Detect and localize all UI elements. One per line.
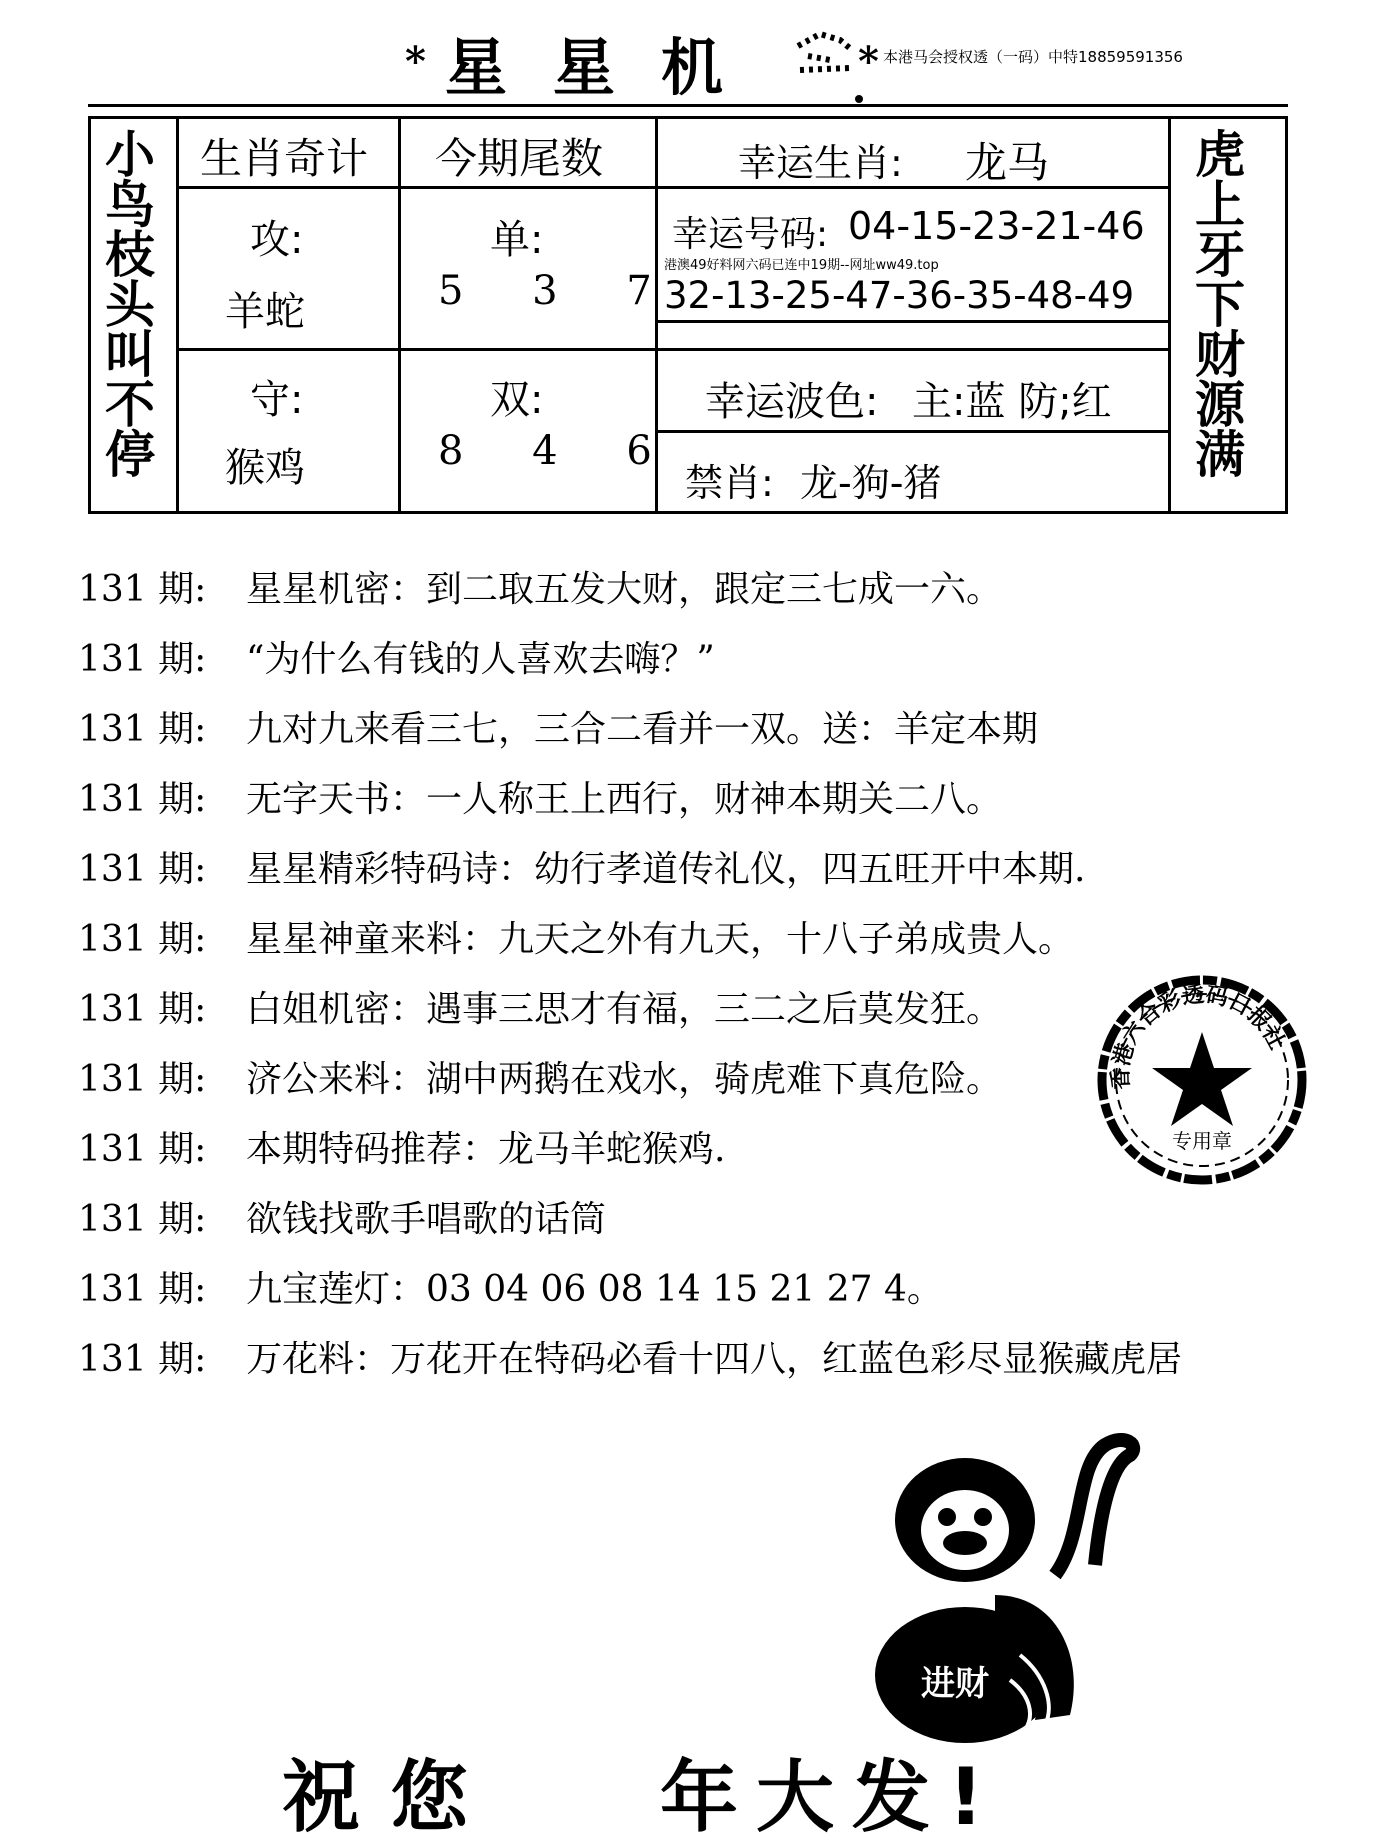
- left-slogan: 小鸟枝头叫不停: [105, 126, 155, 484]
- banned-zodiac-label: 禁肖:: [685, 461, 774, 505]
- header-notice: 本港马会授权透（一码）中特18859591356: [883, 48, 1183, 66]
- table-divider: [655, 320, 1168, 323]
- lucky-numbers-label: 幸运号码:: [672, 214, 829, 255]
- defend-label: 守:: [250, 377, 304, 423]
- attack-label: 攻:: [250, 217, 304, 263]
- lucky-color-label: 幸运波色:: [705, 379, 879, 425]
- list-item: 131 期: 九宝莲灯：03 04 06 08 14 15 21 27 4。: [78, 1269, 943, 1310]
- odd-digits: 5 3 7: [438, 268, 680, 314]
- monkey-mascot-icon: [855, 1425, 1145, 1745]
- mascot-bag-text: 进财: [921, 1664, 989, 1704]
- lucky-zodiac-value: 龙马: [965, 138, 1050, 187]
- lucky-numbers-row2: 32-13-25-47-36-35-48-49: [664, 274, 1135, 317]
- attack-value: 羊蛇: [225, 289, 305, 335]
- list-item: 131 期: 欲钱找歌手唱歌的话筒: [78, 1199, 607, 1240]
- stamp-ring-text: 香港六合彩透码日报社: [1108, 982, 1290, 1090]
- right-slogan: 虎上牙下财源满: [1195, 126, 1245, 484]
- list-item: 131 期: 白姐机密：遇事三思才有福，三二之后莫发狂。: [78, 989, 1003, 1030]
- list-item: 131 期: 无字天书：一人称王上西行，财神本期关二八。: [78, 779, 1003, 820]
- lucky-numbers-row1: 04-15-23-21-46: [848, 204, 1145, 248]
- list-item: 131 期: 星星神童来料：九天之外有九天，十八子弟成贵人。: [78, 919, 1075, 960]
- footer-greeting-part1: 祝您: [282, 1753, 499, 1843]
- official-seal-stamp: [1092, 970, 1312, 1190]
- even-digits: 8 4 6: [438, 428, 680, 474]
- col-header-tail-digits: 今期尾数: [435, 134, 604, 183]
- title-star-right: *: [858, 38, 879, 85]
- header-divider: [88, 104, 1288, 107]
- lucky-color-value: 主:蓝 防;红: [912, 379, 1112, 425]
- stamp-bottom-text: 专用章: [1172, 1129, 1232, 1153]
- col-header-zodiac-plan: 生肖奇计: [200, 134, 369, 183]
- defend-value: 猴鸡: [225, 445, 305, 491]
- banned-zodiac-value: 龙-狗-猪: [800, 461, 942, 505]
- table-divider: [1168, 116, 1171, 514]
- footer-greeting-part2: 年大发!: [660, 1753, 1002, 1843]
- list-item: 131 期: 星星机密：到二取五发大财，跟定三七成一六。: [78, 569, 1003, 610]
- list-item: 131 期: “为什么有钱的人喜欢去嗨？”: [78, 639, 715, 680]
- list-item: 131 期: 星星精彩特码诗：幼行孝道传礼仪，四五旺开中本期.: [78, 849, 1086, 890]
- title-torn-char: [790, 26, 860, 76]
- lucky-zodiac-label: 幸运生肖:: [738, 141, 903, 185]
- list-item: 131 期: 本期特码推荐：龙马羊蛇猴鸡.: [78, 1129, 726, 1170]
- list-item: 131 期: 九对九来看三七，三合二看并一双。送：羊定本期: [78, 709, 1039, 750]
- table-divider: [398, 116, 401, 514]
- table-divider: [176, 348, 1168, 351]
- even-label: 双:: [490, 377, 544, 423]
- odd-label: 单:: [490, 217, 544, 263]
- list-item: 131 期: 济公来料：湖中两鹅在戏水，骑虎难下真危险。: [78, 1059, 1003, 1100]
- title-star-left: *: [405, 38, 426, 85]
- table-divider: [176, 116, 179, 514]
- decorative-dot: [855, 95, 863, 103]
- list-item: 131 期: 万花料：万花开在特码必看十四八，红蓝色彩尽显猴藏虎居: [78, 1339, 1183, 1380]
- table-divider: [655, 430, 1168, 433]
- watermark-text: 港澳49好料网六码已连中19期--网址ww49.top: [664, 258, 939, 273]
- page-title: 星星机: [445, 31, 770, 104]
